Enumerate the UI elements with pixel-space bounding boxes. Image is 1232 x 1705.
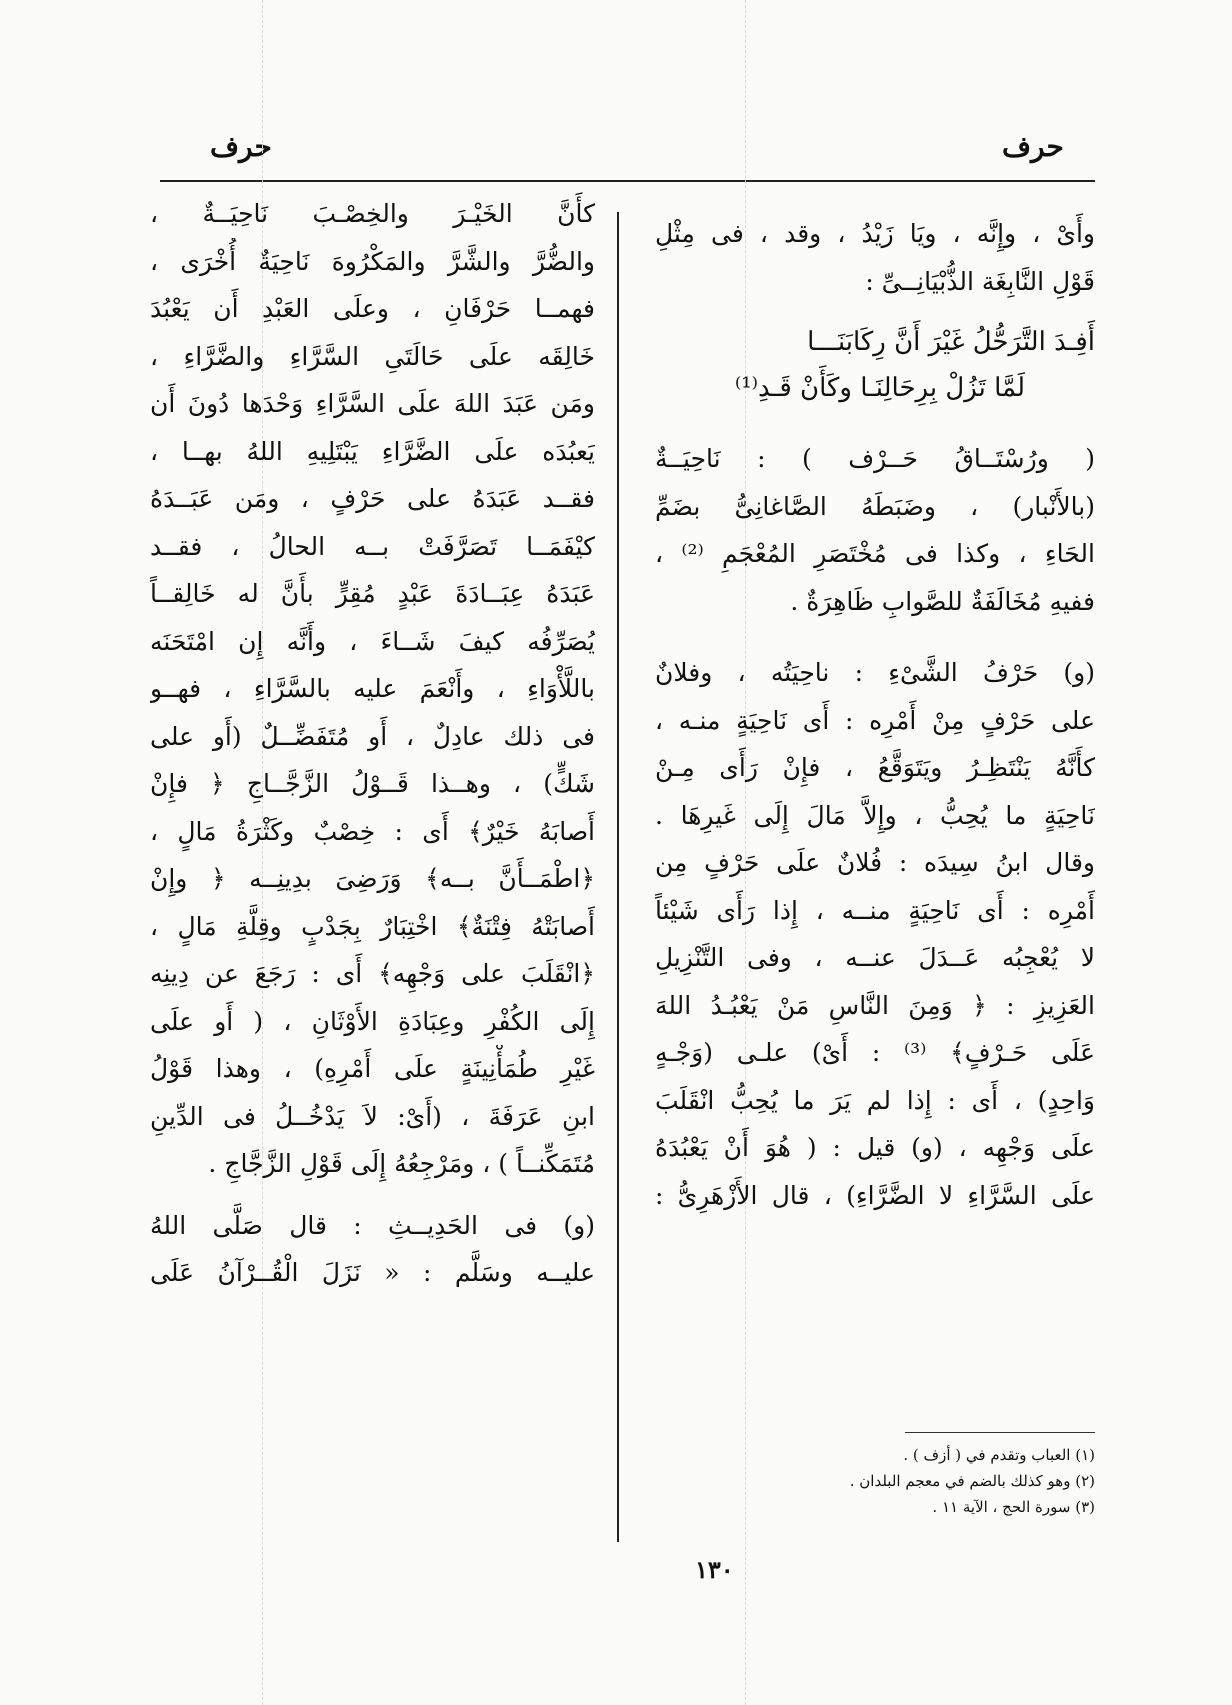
left-column <box>150 190 595 1297</box>
text-line: يَعبُدَه علَى الضَّرَّاءِ يَبْتَلِيهِ اللهُ بهــا ، <box>150 436 595 466</box>
text-line: والضُّرَّ والشَّرَّ والمَكْرُوهَ نَاحِيَةٌ أُخْرَى ، <box>150 246 595 276</box>
text-line: الحَاءِ ، وكذا فى مُخْتَصَرِ المُعْجَمِ ⁽²⁾ ، <box>655 539 1095 568</box>
text-line: علَى السَّرَّاءِ لا الضَّرَّاءِ) ، قال الأَزْهَرِىُّ : <box>655 1180 1095 1210</box>
text-line: يُصَرِّفُه كيفَ شَــاءَ ، وأَنَّه إِن امْتَحَنَه <box>150 626 595 656</box>
column-divider <box>617 212 619 1542</box>
footnotes <box>760 1442 1095 1520</box>
text-line: غَيْرِ طُمَأْنِينَةٍ علَى أَمْرِهِ) ، وهذا قَوْلُ <box>150 1054 595 1083</box>
verse-line: لَمَّا تَزُلْ بِرِحَالِنَـا وكَأَنْ قَـدِ⁽¹⁾ <box>734 373 1025 403</box>
text-line: أَمْرِه : أَى نَاحِيَةٍ منــه ، إِذا رَأَى شَيْئاً <box>655 895 1095 925</box>
text-line: كأَنَّ الخَيْـرَ والخِصْـبَ نَاحِيَــةٌ ، <box>150 199 595 228</box>
text-line: كيْفَمَــا تَصَرَّفَتْ بــه الحالُ ، فقــد <box>150 531 595 561</box>
text-line: ( ورُسْتَــاقُ حَــرْف ) : نَاحِيَــةٌ <box>655 444 1095 473</box>
header-rule <box>160 180 1095 182</box>
text-line: عَبَدَهُ عِبَــادَةَ عَبْدٍ مُقِرٍّ بأَنَّ له خَالِقــاً <box>150 579 595 608</box>
footnote: (٢) وهو كذلك بالضم في معجم البلدان . <box>849 1472 1095 1490</box>
right-column <box>655 210 1095 1219</box>
text-line: مُتَمَكِّنــاً ) ، ومَرْجِعُهُ إِلَى قَوْلِ الزَّجَّاجِ . <box>208 1149 595 1178</box>
text-line: فقــد عَبَدَهُ على حَرْفٍ ، ومَن عَبَــدَهُ <box>150 484 595 513</box>
text-line: فى ذلك عادِلٌ ، أَو مُتَفَضِّــلٌ (أَو على <box>150 721 595 751</box>
text-line: باللَّأْوَاءِ ، وأَنْعَمَ عليه بالسَّرَّاءِ ، فهــو <box>150 674 595 703</box>
header-word-right: حرف <box>1002 130 1064 163</box>
text-line: ﴿انْقَلَبَ على وَجْهِه﴾ أَى : رَجَعَ عن دِينِه <box>150 959 595 988</box>
text-line: لا يُعْجِبُه عَــدَلَ عنــه ، وفى التَّنْزِيلِ <box>655 943 1095 972</box>
footnote: (١) العباب وتقدم في ( أزف ) . <box>903 1446 1095 1464</box>
text-line: ففيهِ مُخَالَفَةٌ للصَّوابِ ظَاهِرَةٌ . <box>790 586 1095 616</box>
header-word-left: حرف <box>210 130 272 163</box>
text-line: كأَنَّهُ يَنْتَظِـرُ ويَتَوَقَّعُ ، فإِنْ رَأَى مِـنْ <box>655 753 1095 782</box>
text-line: ومَن عَبَدَ اللهَ علَى السَّرَّاءِ وَحْدَها دُونَ أَن <box>150 389 595 418</box>
text-line: فهمــا حَرْفَانِ ، وعلَى العَبْدِ أَن يَعْبُدَ <box>150 294 595 323</box>
text-line: العَزِيزِ : ﴿ وَمِنَ النَّاسِ مَنْ يَعْبُـدُ اللهَ <box>655 990 1095 1020</box>
text-line: شَكٍّ) ، وهــذا قَــوْلُ الزَّجَّــاجِ ﴿ فإِنْ <box>150 769 595 798</box>
text-line: (بالأَنْبار) ، وضَبَطَهُ الصَّاغانِىُّ بضَمِّ <box>655 491 1095 521</box>
text-line: نَاحِيَةٍ ما يُحِبُّ ، وإِلاَّ مَالَ إِلَى غَيرِهَا . <box>655 800 1095 830</box>
text-line: وأَىْ ، وإِنَّه ، ويَا زَيْدُ ، وقد ، فى مِثْلِ <box>655 219 1095 248</box>
text-line: (و) حَرْفُ الشَّىْءِ : ناحِيَتُه ، وفلانٌ <box>655 658 1095 687</box>
text-line: علَى وَجْهِه ، (و) قيل : ( هُوَ أَنْ يَعْبُدَهُ <box>655 1133 1095 1162</box>
text-line: عَلَى حَـرْفٍ﴾ ⁽³⁾ : أَىْ) علـى (وَجْـهٍ <box>655 1038 1095 1067</box>
text-line: (و) فى الحَدِيــثِ : قال صَلَّى اللهُ <box>150 1210 595 1240</box>
text-line: أَصابَتْهُ فِتْنَةٌ﴾ اخْتِبَارٌ بِجَدْبٍ وقِلَّةِ مَالٍ ، <box>150 911 595 941</box>
footnote-rule <box>905 1432 1095 1433</box>
text-line: أَصابَهُ خَيْرٌ﴾ أَى : خِصْبٌ وكَثْرَةُ مَالٍ ، <box>150 816 595 846</box>
text-line: ﴿اطْمَــأَنَّ بــه﴾ وَرَضِىَ بدِينِــه ﴿ وإِنْ <box>150 864 595 893</box>
verse-line: أَفِـدَ التَّرَحُّلُ غَيْرَ أَنَّ رِكَابَنَـــا <box>807 327 1095 357</box>
text-line: إِلَى الكُفْرِ وعِبَادَةِ الأَوْثَانِ ، ( أَو علَى <box>150 1006 595 1036</box>
text-line: ابنِ عَرَفَةَ ، (أَىْ: لاَ يَدْخُــلُ فى الدِّينِ <box>150 1101 595 1131</box>
page-number: ١٣٠ <box>695 1555 734 1584</box>
footnote: (٣) سورة الحج ، الآية ١١ . <box>932 1498 1095 1516</box>
text-line: قَوْلِ النَّابِغَة الذُّبْيَانِــىِّ : <box>865 266 1095 296</box>
text-line: وَاحِدٍ) ، أَى : إِذا لم يَرَ ما يُحِبُّ انْقَلَبَ <box>655 1085 1095 1115</box>
text-line: خَالِقَه علَى حَالَتَىِ السَّرَّاءِ والضَّرَّاءِ ، <box>150 341 595 371</box>
text-line: وقال ابنُ سِيدَه : فُلانٌ علَى حَرْفٍ مِن <box>655 848 1095 877</box>
text-line: على حَرْفٍ مِنْ أَمْرِه : أَى نَاحِيَةٍ منـه ، <box>655 705 1095 735</box>
text-line: عليــه وسَلَّم : « نَزَلَ الْقُــرْآنُ عَلَى <box>150 1258 595 1287</box>
